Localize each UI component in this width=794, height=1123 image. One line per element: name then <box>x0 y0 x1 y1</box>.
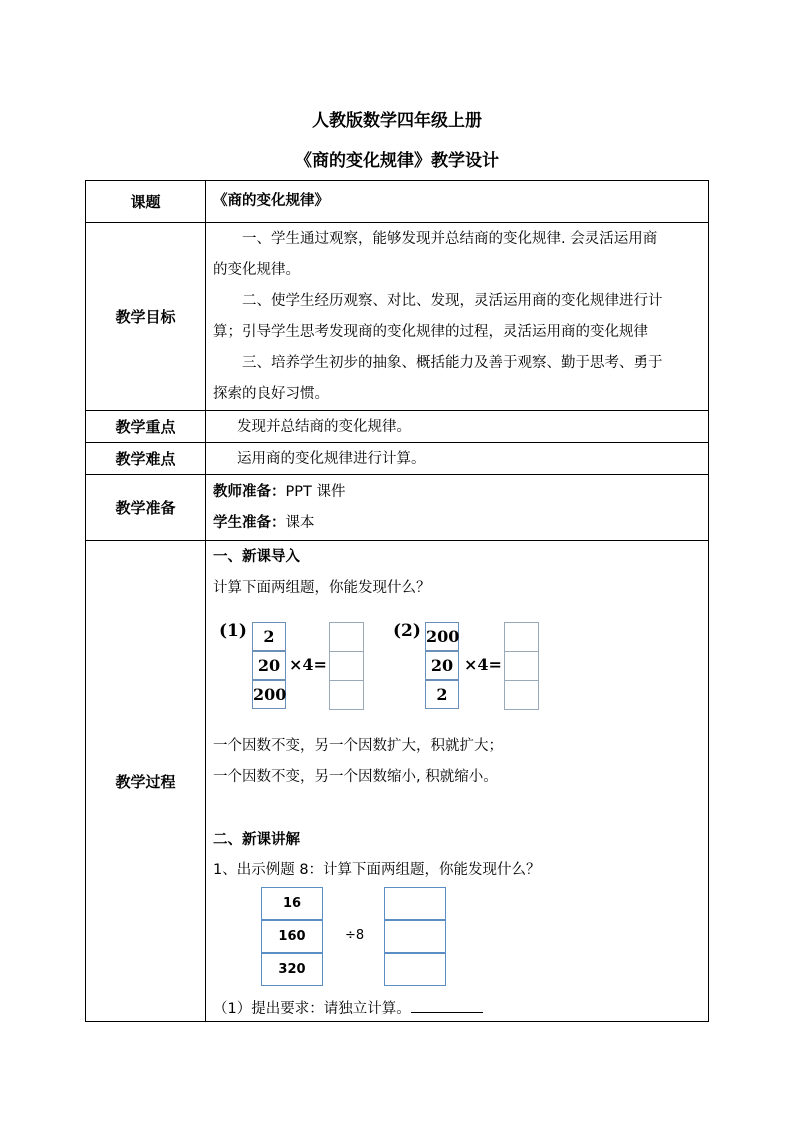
value-difficulty <box>206 443 709 475</box>
goal-line: 的变化规律。 <box>213 262 300 278</box>
dividend-box: 16 <box>261 887 323 920</box>
dividend-box: 160 <box>261 920 323 953</box>
group2-label: (2) <box>393 621 421 641</box>
value-preparation <box>206 475 709 541</box>
factor-box: 20 <box>252 651 286 680</box>
topic-text: 《商的变化规律》 <box>213 193 329 209</box>
student-prep-value: 课本 <box>285 514 315 531</box>
section1-prompt: 计算下面两组题，你能发现什么？ <box>213 580 431 596</box>
group1-label: (1) <box>219 621 247 641</box>
page-title: 人教版数学四年级上册 <box>312 111 482 131</box>
student-prep-label: 学生准备： <box>213 514 286 531</box>
value-goals <box>206 223 709 411</box>
teacher-prep <box>213 477 700 508</box>
goal-line: 算；引导学生思考发现商的变化规律的过程，灵活运用商的变化规律 <box>213 324 648 340</box>
teacher-prep-value: PPT 课件 <box>285 483 346 500</box>
row-difficulty <box>86 443 709 475</box>
quotient-box <box>384 887 446 920</box>
lesson-plan-table <box>85 180 709 1022</box>
goal-line: 三、培养学生初步的抽象、概括能力及善于观察、勤于思考、勇于 <box>242 355 663 371</box>
goal-line: 二、使学生经历观察、对比、发现，灵活运用商的变化规律进行计 <box>242 293 663 309</box>
factor-box: 2 <box>252 622 286 651</box>
quotient-box <box>384 953 446 986</box>
label-topic: 课题 <box>86 181 206 223</box>
goal-line: 探索的良好习惯。 <box>213 386 329 402</box>
dividend-box: 320 <box>261 953 323 986</box>
label-goals: 教学目标 <box>86 223 206 411</box>
row-topic <box>86 181 709 223</box>
answer-box <box>504 680 539 710</box>
label-key-point: 教学重点 <box>86 411 206 443</box>
conclusion-2: 一个因数不变，另一个因数缩小, 积就缩小。 <box>213 769 498 785</box>
value-key-point <box>206 411 709 443</box>
row-goals <box>86 223 709 411</box>
multiply-operator: ×4= <box>464 655 502 674</box>
label-difficulty: 教学难点 <box>86 443 206 475</box>
quotient-box <box>384 920 446 953</box>
label-preparation: 教学准备 <box>86 475 206 541</box>
goal-line: 一、学生通过观察，能够发现并总结商的变化规律. 会灵活运用商 <box>242 231 658 247</box>
student-prep <box>213 508 700 539</box>
key-point-text: 发现并总结商的变化规律。 <box>237 418 411 435</box>
factor-box: 2 <box>425 680 459 709</box>
section2-heading: 二、新课讲解 <box>213 832 300 848</box>
teacher-prep-label: 教师准备： <box>213 483 286 500</box>
row-preparation <box>86 475 709 541</box>
factor-box: 20 <box>425 651 459 680</box>
value-process <box>206 541 709 1022</box>
answer-box <box>504 651 539 681</box>
difficulty-text: 运用商的变化规律进行计算。 <box>237 450 426 467</box>
factor-box: 200 <box>252 680 286 709</box>
multiply-operator: ×4= <box>289 655 327 674</box>
divide-operator: ÷8 <box>345 928 365 943</box>
row-process <box>86 541 709 1022</box>
step-1-text: （1）提出要求：请独立计算。 <box>213 1001 411 1017</box>
section1-heading: 一、新课导入 <box>213 549 300 565</box>
row-key-point <box>86 411 709 443</box>
answer-box <box>329 680 364 710</box>
example-prompt: 1、出示例题 8：计算下面两组题，你能发现什么？ <box>213 862 541 878</box>
page-subtitle: 《商的变化规律》教学设计 <box>295 151 499 171</box>
step-1 <box>213 997 483 1018</box>
answer-box <box>329 622 364 652</box>
value-topic <box>206 181 709 223</box>
conclusion-1: 一个因数不变，另一个因数扩大，积就扩大； <box>213 738 503 754</box>
factor-box: 200 <box>425 622 459 651</box>
answer-box <box>329 651 364 681</box>
answer-box <box>504 622 539 652</box>
label-process: 教学过程 <box>86 541 206 1022</box>
answer-blank <box>411 998 483 1013</box>
